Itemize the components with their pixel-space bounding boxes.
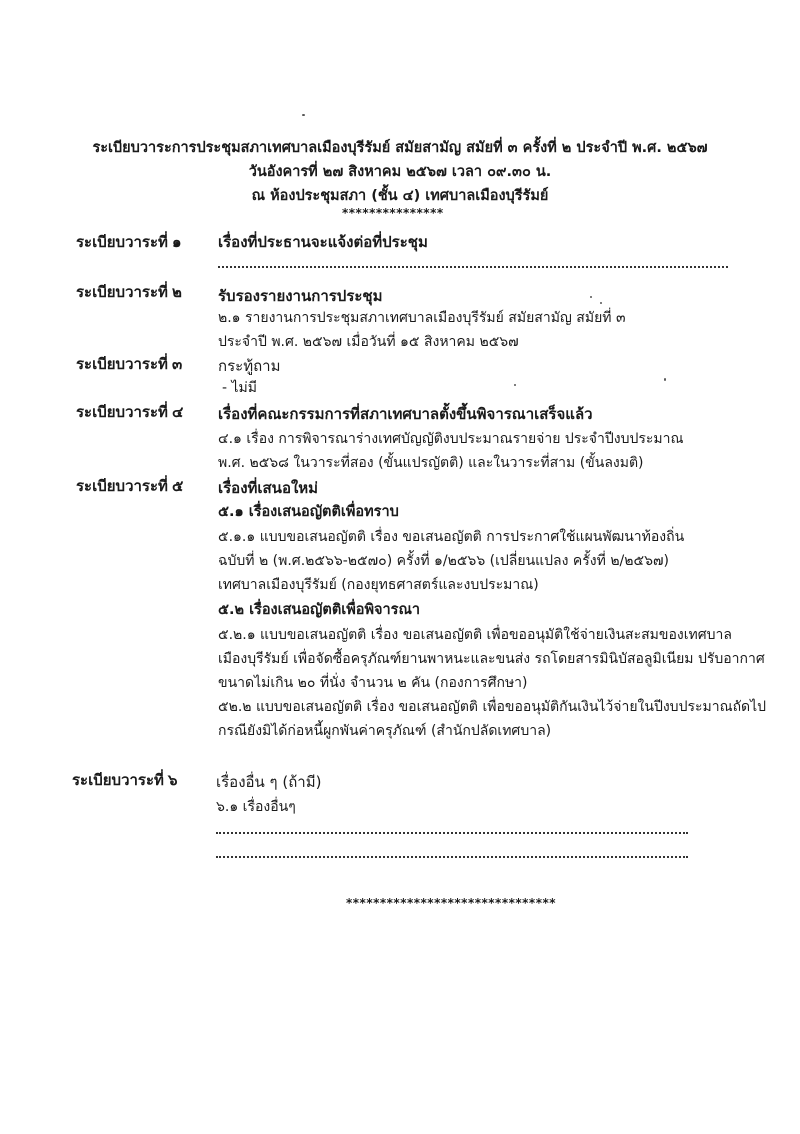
header-separator: *************** [342, 206, 444, 220]
subsection-title: ๕.๑ เรื่องเสนอญัตติเพื่อทราบ [218, 504, 399, 520]
scan-speck [664, 378, 666, 381]
agenda-line: - ไม่มี [222, 380, 257, 396]
agenda-line: ๕.๑.๑ แบบขอเสนอญัตติ เรื่อง ขอเสนอญัตติ การประกาศใช้แผนพัฒนาท้องถิ่น [218, 529, 685, 545]
subsection-title: ๕.๒ เรื่องเสนอญัตติเพื่อพิจารณา [218, 602, 421, 618]
scan-speck [514, 384, 516, 386]
scan-speck [302, 114, 305, 116]
agenda-label: ระเบียบวาระที่ [72, 771, 164, 789]
blank-dotted-line [216, 856, 688, 858]
agenda-number: ๒ [172, 283, 182, 301]
agenda-label: ระเบียบวาระที่ [76, 355, 168, 373]
agenda-line: ๕๒.๒ แบบขอเสนอญัตติ เรื่อง ขอเสนอญัตติ เพื่อขออนุมัติกันเงินไว้จ่ายในปีงบประมาณถัดไป [218, 699, 767, 715]
meeting-date-time: วันอังคารที่ ๒๗ สิงหาคม ๒๕๖๗ เวลา ๐๙.๓๐ น. [248, 164, 552, 180]
agenda-label: ระเบียบวาระที่ [76, 477, 168, 495]
agenda-title: เรื่องที่คณะกรรมการที่สภาเทศบาลตั้งขึ้นพิจารณาเสร็จแล้ว [218, 405, 593, 423]
agenda-line: กรณียังมิได้ก่อหนี้ผูกพันค่าครุภัณฑ์ (สำนักปลัดเทศบาล) [218, 723, 552, 739]
agenda-line: พ.ศ. ๒๕๖๘ ในวาระที่สอง (ขั้นแปรญัตติ) และในวาระที่สาม (ขั้นลงมติ) [218, 455, 644, 471]
agenda-label: ระเบียบวาระที่ [76, 403, 168, 421]
scan-speck [600, 302, 602, 304]
agenda-number: ๕ [172, 477, 184, 495]
scan-speck [590, 296, 592, 298]
footer-separator: ******************************* [346, 896, 557, 910]
agenda-label: ระเบียบวาระที่ [76, 233, 168, 251]
agenda-line: ขนาดไม่เกิน ๒๐ ที่นั่ง จำนวน ๒ คัน (กองการศึกษา) [218, 675, 528, 691]
agenda-number: ๔ [172, 403, 184, 421]
agenda-line: ๒.๑ รายงานการประชุมสภาเทศบาลเมืองบุรีรัมย์ สมัยสามัญ สมัยที่ ๓ [218, 310, 626, 326]
agenda-line: ๖.๑ เรื่องอื่นๆ [216, 799, 296, 815]
agenda-number: ๓ [172, 355, 183, 373]
agenda-number: ๖ [168, 771, 178, 789]
agenda-line: ๔.๑ เรื่อง การพิจารณาร่างเทศบัญญัติงบประมาณรายจ่าย ประจำปีงบประมาณ [218, 431, 684, 447]
agenda-label: ระเบียบวาระที่ [76, 283, 168, 301]
agenda-title: รับรองรายงานการประชุม [218, 287, 383, 305]
meeting-location: ณ ห้องประชุมสภา (ชั้น ๔) เทศบาลเมืองบุรีรัมย์ [251, 188, 549, 204]
agenda-title: เรื่องที่ประธานจะแจ้งต่อที่ประชุม [218, 233, 428, 251]
agenda-line: เมืองบุรีรัมย์ เพื่อจัดซื้อครุภัณฑ์ยานพาหนะและขนส่ง รถโดยสารมินิบัสอลูมิเนียม ปรับอากาศ [218, 651, 765, 667]
agenda-line: ฉบับที่ ๒ (พ.ศ.๒๕๖๖-๒๕๗๐) ครั้งที่ ๑/๒๕๖๖ (เปลี่ยนแปลง ครั้งที่ ๒/๒๕๖๗) [218, 553, 669, 569]
agenda-title: เรื่องอื่น ๆ (ถ้ามี) [216, 773, 322, 791]
agenda-number: ๑ [172, 233, 182, 251]
agenda-line: เทศบาลเมืองบุรีรัมย์ (กองยุทธศาสตร์และงบประมาณ) [218, 577, 539, 593]
agenda-title: กระทู้ถาม [218, 357, 281, 375]
blank-dotted-line [218, 266, 728, 268]
document-title: ระเบียบวาระการประชุมสภาเทศบาลเมืองบุรีรัมย์ สมัยสามัญ สมัยที่ ๓ ครั้งที่ ๒ ประจำปี พ.ศ. ๒๕๖๗ [92, 140, 708, 156]
agenda-line: ๕.๒.๑ แบบขอเสนอญัตติ เรื่อง ขอเสนอญัตติ เพื่อขออนุมัติใช้จ่ายเงินสะสมของเทศบาล [218, 627, 732, 643]
blank-dotted-line [216, 832, 688, 834]
agenda-title: เรื่องที่เสนอใหม่ [218, 479, 319, 497]
agenda-line: ประจำปี พ.ศ. ๒๕๖๗ เมื่อวันที่ ๑๕ สิงหาคม ๒๕๖๗ [218, 334, 519, 350]
